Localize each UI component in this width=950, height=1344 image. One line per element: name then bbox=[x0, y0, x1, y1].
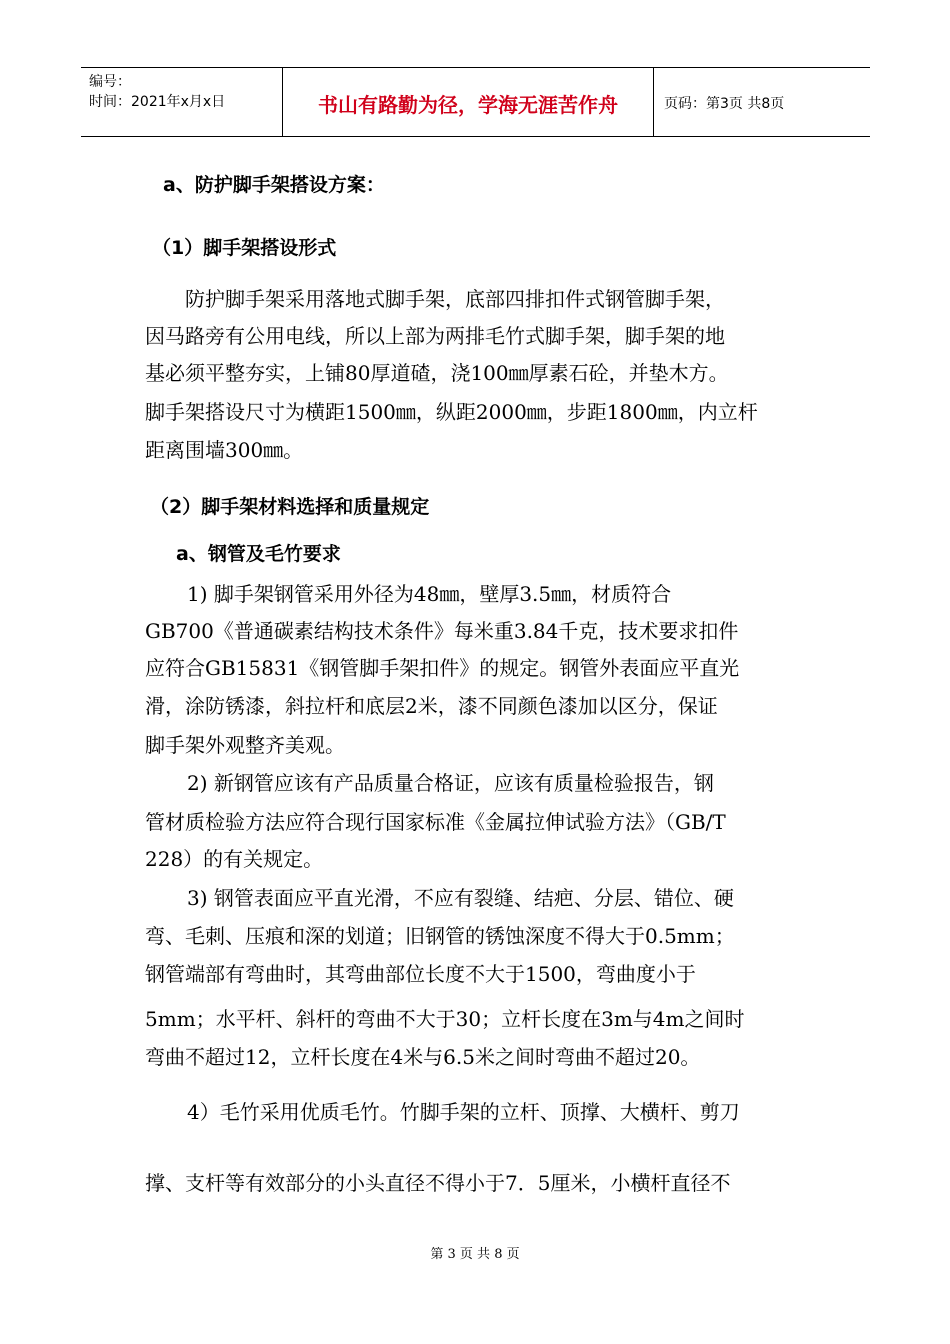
section1-line: 防护脚手架采用落地式脚手架，底部四排扣件式钢管脚手架， bbox=[185, 287, 725, 311]
header-page-info: 页码：第3页 共8页 bbox=[664, 96, 785, 112]
header-page-cell bbox=[654, 68, 870, 136]
header-info-cell bbox=[81, 68, 283, 136]
item3-line: 弯曲不超过12，立杆长度在4米与6.5米之间时弯曲不超过20。 bbox=[145, 1045, 701, 1069]
section1-line: 脚手架搭设尺寸为横距1500㎜，纵距2000㎜，步距1800㎜，内立杆 bbox=[145, 400, 758, 424]
header-motto-cell bbox=[283, 68, 654, 136]
item1-line: 滑，涂防锈漆，斜拉杆和底层2米，漆不同颜色漆加以区分，保证 bbox=[145, 694, 718, 718]
document-time-label: 时间：2021年x月x日 bbox=[89, 94, 226, 110]
item2-line: 228）的有关规定。 bbox=[145, 847, 324, 871]
item3-line: 钢管端部有弯曲时，其弯曲部位长度不大于1500，弯曲度小于 bbox=[145, 962, 696, 986]
item2-line: 2) 新钢管应该有产品质量合格证，应该有质量检验报告，钢 bbox=[187, 771, 714, 795]
page-header bbox=[81, 67, 870, 137]
item4-line: 撑、支杆等有效部分的小头直径不得小于7．5厘米，小横杆直径不 bbox=[145, 1171, 731, 1195]
item2-line: 管材质检验方法应符合现行国家标准《金属拉伸试验方法》（GB/T bbox=[145, 810, 726, 834]
section2-subheading: a、钢管及毛竹要求 bbox=[176, 543, 341, 565]
page-footer: 第 3 页 共 8 页 bbox=[430, 1247, 520, 1262]
item1-line: 1) 脚手架钢管采用外径为48㎜，壁厚3.5㎜，材质符合 bbox=[187, 582, 672, 606]
document-number-label: 编号： bbox=[89, 74, 131, 90]
item1-line: 脚手架外观整齐美观。 bbox=[145, 733, 345, 757]
item3-line: 5mm；水平杆、斜杆的弯曲不大于30；立杆长度在3m与4m之间时 bbox=[145, 1007, 745, 1031]
item3-line: 3) 钢管表面应平直光滑，不应有裂缝、结疤、分层、错位、硬 bbox=[187, 886, 734, 910]
main-heading: a、防护脚手架搭设方案： bbox=[163, 174, 385, 196]
item3-line: 弯、毛刺、压痕和深的划道；旧钢管的锈蚀深度不得大于0.5mm； bbox=[145, 924, 735, 948]
section1-line: 因马路旁有公用电线，所以上部为两排毛竹式脚手架，脚手架的地 bbox=[145, 324, 725, 348]
section2-heading: （2）脚手架材料选择和质量规定 bbox=[150, 496, 430, 518]
section1-line: 基必须平整夯实，上铺80厚道碴，浇100㎜厚素石砼，并垫木方。 bbox=[145, 361, 729, 385]
item1-line: 应符合GB15831《钢管脚手架扣件》的规定。钢管外表面应平直光 bbox=[145, 656, 740, 680]
header-motto: 书山有路勤为径，学海无涯苦作舟 bbox=[318, 93, 618, 117]
section1-heading: （1）脚手架搭设形式 bbox=[152, 237, 337, 259]
item4-line: 4）毛竹采用优质毛竹。竹脚手架的立杆、顶撑、大横杆、剪刀 bbox=[187, 1100, 740, 1124]
section1-line: 距离围墙300㎜。 bbox=[145, 438, 304, 462]
item1-line: GB700《普通碳素结构技术条件》每米重3.84千克，技术要求扣件 bbox=[145, 619, 739, 643]
